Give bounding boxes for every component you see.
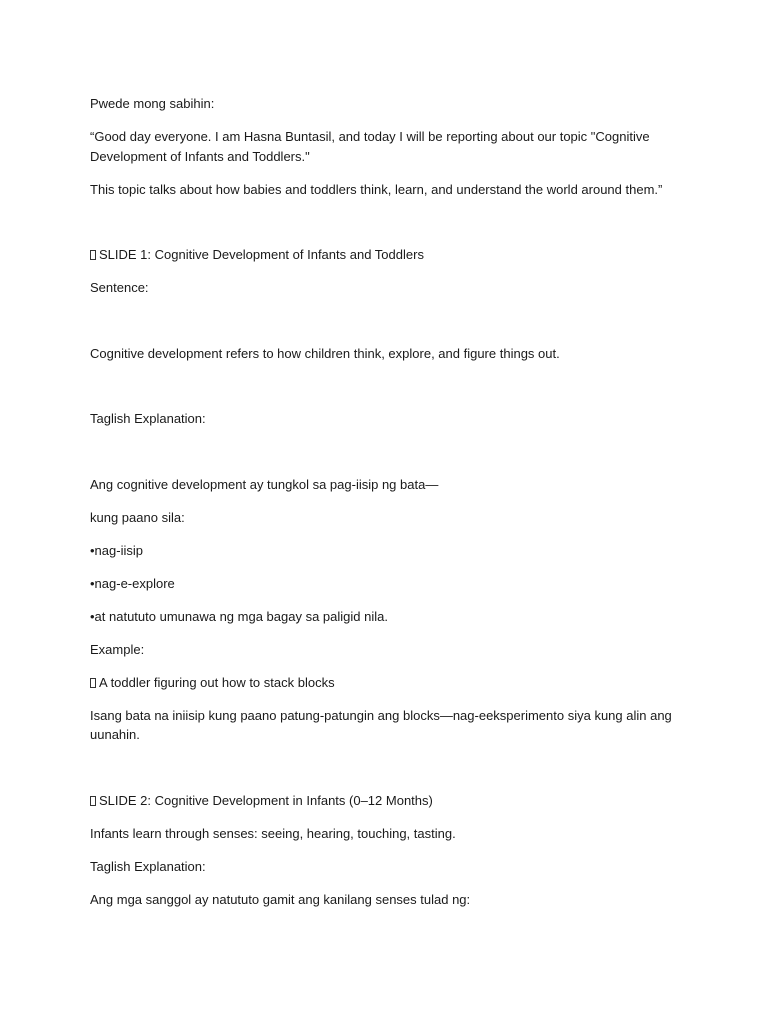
intro-label: Pwede mong sabihin: xyxy=(90,96,215,111)
slide1-example xyxy=(90,673,675,693)
slide1-sentence: Cognitive development refers to how children think, explore, and figure things out. xyxy=(90,345,560,361)
slide2-heading xyxy=(90,791,675,811)
slide1-bullet-1: •nag-iisip xyxy=(90,542,143,558)
slide1-bullet-2: •nag-e-explore xyxy=(90,575,175,591)
slide1-taglish-line2: kung paano sila: xyxy=(90,509,185,525)
slide1-bullet-3: •at natututo umunawa ng mga bagay sa paligid nila. xyxy=(90,608,388,624)
slide1-example-text: A toddler figuring out how to stack blocks xyxy=(99,674,335,690)
missing-glyph-icon xyxy=(90,678,96,688)
slide1-heading-text: SLIDE 1: Cognitive Development of Infants and Toddlers xyxy=(99,247,424,262)
slide1-example-explanation: Isang bata na iniisip kung paano patung-patungin ang blocks—nag-eeksperimento siya kung alin ang uunahin. xyxy=(90,707,672,742)
slide2-taglish-label: Taglish Explanation: xyxy=(90,858,206,874)
intro-quote: “Good day everyone. I am Hasna Buntasil, and today I will be reporting about our topic "Cognitive Development of Infants and Toddlers." xyxy=(90,129,650,164)
slide2-taglish-line1: Ang mga sanggol ay natututo gamit ang kanilang senses tulad ng: xyxy=(90,891,471,907)
slide2-sentence: Infants learn through senses: seeing, hearing, touching, tasting. xyxy=(90,825,456,841)
missing-glyph-icon xyxy=(90,250,96,260)
slide1-sentence-label: Sentence: xyxy=(90,280,149,295)
slide1-example-label: Example: xyxy=(90,641,145,657)
slide1-heading xyxy=(90,245,675,265)
document-body xyxy=(90,94,675,923)
missing-glyph-icon xyxy=(90,796,96,806)
slide1-taglish-line1: Ang cognitive development ay tungkol sa pag-iisip ng bata— xyxy=(90,476,439,492)
intro-topic: This topic talks about how babies and toddlers think, learn, and understand the world around them.” xyxy=(90,181,663,197)
slide2-heading-text: SLIDE 2: Cognitive Development in Infants (0–12 Months) xyxy=(99,792,433,808)
slide1-taglish-label: Taglish Explanation: xyxy=(90,411,206,426)
